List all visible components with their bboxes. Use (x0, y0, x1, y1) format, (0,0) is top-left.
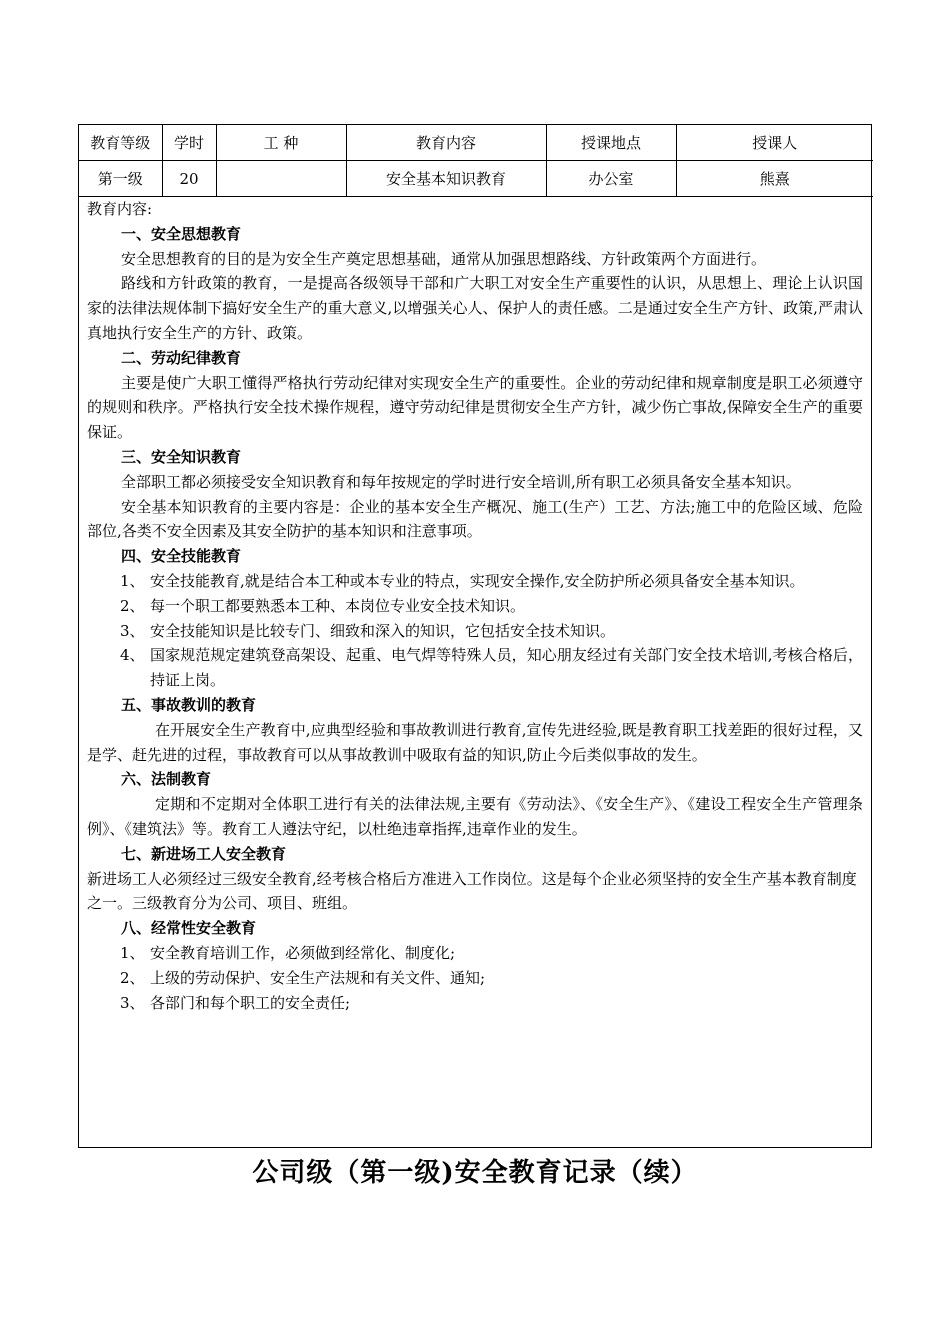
header-cell: 学时 (162, 125, 216, 161)
list-text: 国家规范规定建筑登高架设、起重、电气焊等特殊人员，知心朋友经过有关部门安全技术培训,考核合格后，持证上岗。 (150, 646, 863, 690)
cell-trade (216, 161, 346, 197)
list-text: 每一个职工都要熟悉本工种、本岗位专业安全技术知识。 (150, 596, 526, 615)
record-meta-table (79, 125, 873, 197)
education-record-table (78, 124, 872, 1148)
section-heading: 六、法制教育 (121, 770, 212, 789)
section-heading: 八、经常性安全教育 (121, 919, 257, 938)
header-cell: 工 种 (216, 125, 346, 161)
list-item (87, 569, 863, 594)
section-heading: 三、安全知识教育 (121, 447, 242, 466)
paragraph: 安全基本知识教育的主要内容是：企业的基本安全生产概况、施工(生产）工艺、方法;施工中的危险区域、危险部位,各类不安全因素及其安全防护的基本知识和注意事项。 (87, 497, 863, 541)
cell-teacher: 熊熹 (676, 161, 873, 197)
list-text: 各部门和每个职工的安全责任; (150, 993, 351, 1012)
section-heading: 四、安全技能教育 (121, 547, 242, 566)
paragraph: 新进场工人必须经过三级安全教育,经考核合格后方准进入工作岗位。这是每个企业必须坚持的安全生产基本教育制度之一。三级教育分为公司、项目、班组。 (87, 869, 857, 913)
list-text: 安全技能教育,就是结合本工种或本专业的特点，实现安全操作,安全防护所必须具备安全基本知识。 (150, 571, 805, 590)
header-cell: 教育内容 (346, 125, 546, 161)
paragraph: 主要是使广大职工懂得严格执行劳动纪律对实现安全生产的重要性。企业的劳动纪律和规章制度是职工必须遵守的规则和秩序。严格执行安全技术操作规程，遵守劳动纪律是贯彻安全生产方针，减少伤亡事故,保障安全生产的重要保证。 (87, 373, 863, 442)
header-cell: 教育等级 (79, 125, 162, 161)
list-number: 3、 (120, 621, 145, 640)
header-cell: 授课人 (676, 125, 873, 161)
list-number: 2、 (120, 596, 145, 615)
table-header-row (79, 125, 873, 161)
list-item (87, 643, 863, 693)
header-cell: 授课地点 (546, 125, 676, 161)
paragraph: 在开展安全生产教育中,应典型经验和事故教训进行教育,宣传先进经验,既是教育职工找差距的很好过程，又是学、赶先进的过程，事故教育可以从事故教训中吸取有益的知识,防止今后类似事故的发生。 (87, 720, 863, 764)
cell-hours: 20 (162, 161, 216, 197)
list-item (87, 594, 863, 619)
content-label: 教育内容: (87, 200, 153, 218)
cell-content: 安全基本知识教育 (346, 161, 546, 197)
list-text: 安全技能知识是比较专门、细致和深入的知识，它包括安全技术知识。 (150, 621, 616, 640)
page-title: 公司级（第一级)安全教育记录（续） (252, 1158, 698, 1188)
list-number: 1、 (120, 571, 145, 590)
paragraph: 全部职工都必须接受安全知识教育和每年按规定的学时进行安全培训,所有职工必须具备安全基本知识。 (121, 472, 801, 491)
section-heading: 五、事故教训的教育 (121, 695, 257, 714)
table-row (79, 161, 873, 197)
list-text: 上级的劳动保护、安全生产法规和有关文件、通知; (150, 968, 486, 987)
list-number: 2、 (120, 968, 145, 987)
list-item (87, 941, 863, 966)
cell-level: 第一级 (79, 161, 162, 197)
list-number: 1、 (120, 943, 145, 962)
list-item (87, 991, 863, 1016)
section-heading: 七、新进场工人安全教育 (121, 844, 287, 863)
education-content (79, 197, 871, 1015)
paragraph: 安全思想教育的目的是为安全生产奠定思想基础，通常从加强思想路线、方针政策两个方面进行。 (121, 249, 767, 268)
list-number: 4、 (120, 646, 145, 665)
paragraph: 定期和不定期对全体职工进行有关的法律法规,主要有《劳动法》、《安全生产》、《建设工程安全生产管理条例》、《建筑法》等。教育工人遵法守纪，以杜绝违章指挥,违章作业的发生。 (87, 795, 863, 838)
list-item (87, 966, 863, 991)
cell-location: 办公室 (546, 161, 676, 197)
list-text: 安全教育培训工作，必须做到经常化、制度化; (150, 943, 456, 962)
list-number: 3、 (120, 993, 145, 1012)
section-heading: 一、安全思想教育 (121, 224, 242, 243)
section-heading: 二、劳动纪律教育 (121, 348, 242, 367)
paragraph: 路线和方针政策的教育，一是提高各级领导干部和广大职工对安全生产重要性的认识，从思想上、理论上认识国家的法律法规体制下搞好安全生产的重大意义,以增强关心人、保护人的责任感。二是通过安全生产方针、政策,严肃认真地执行安全生产的方针、政策。 (87, 274, 863, 342)
list-item (87, 619, 863, 644)
